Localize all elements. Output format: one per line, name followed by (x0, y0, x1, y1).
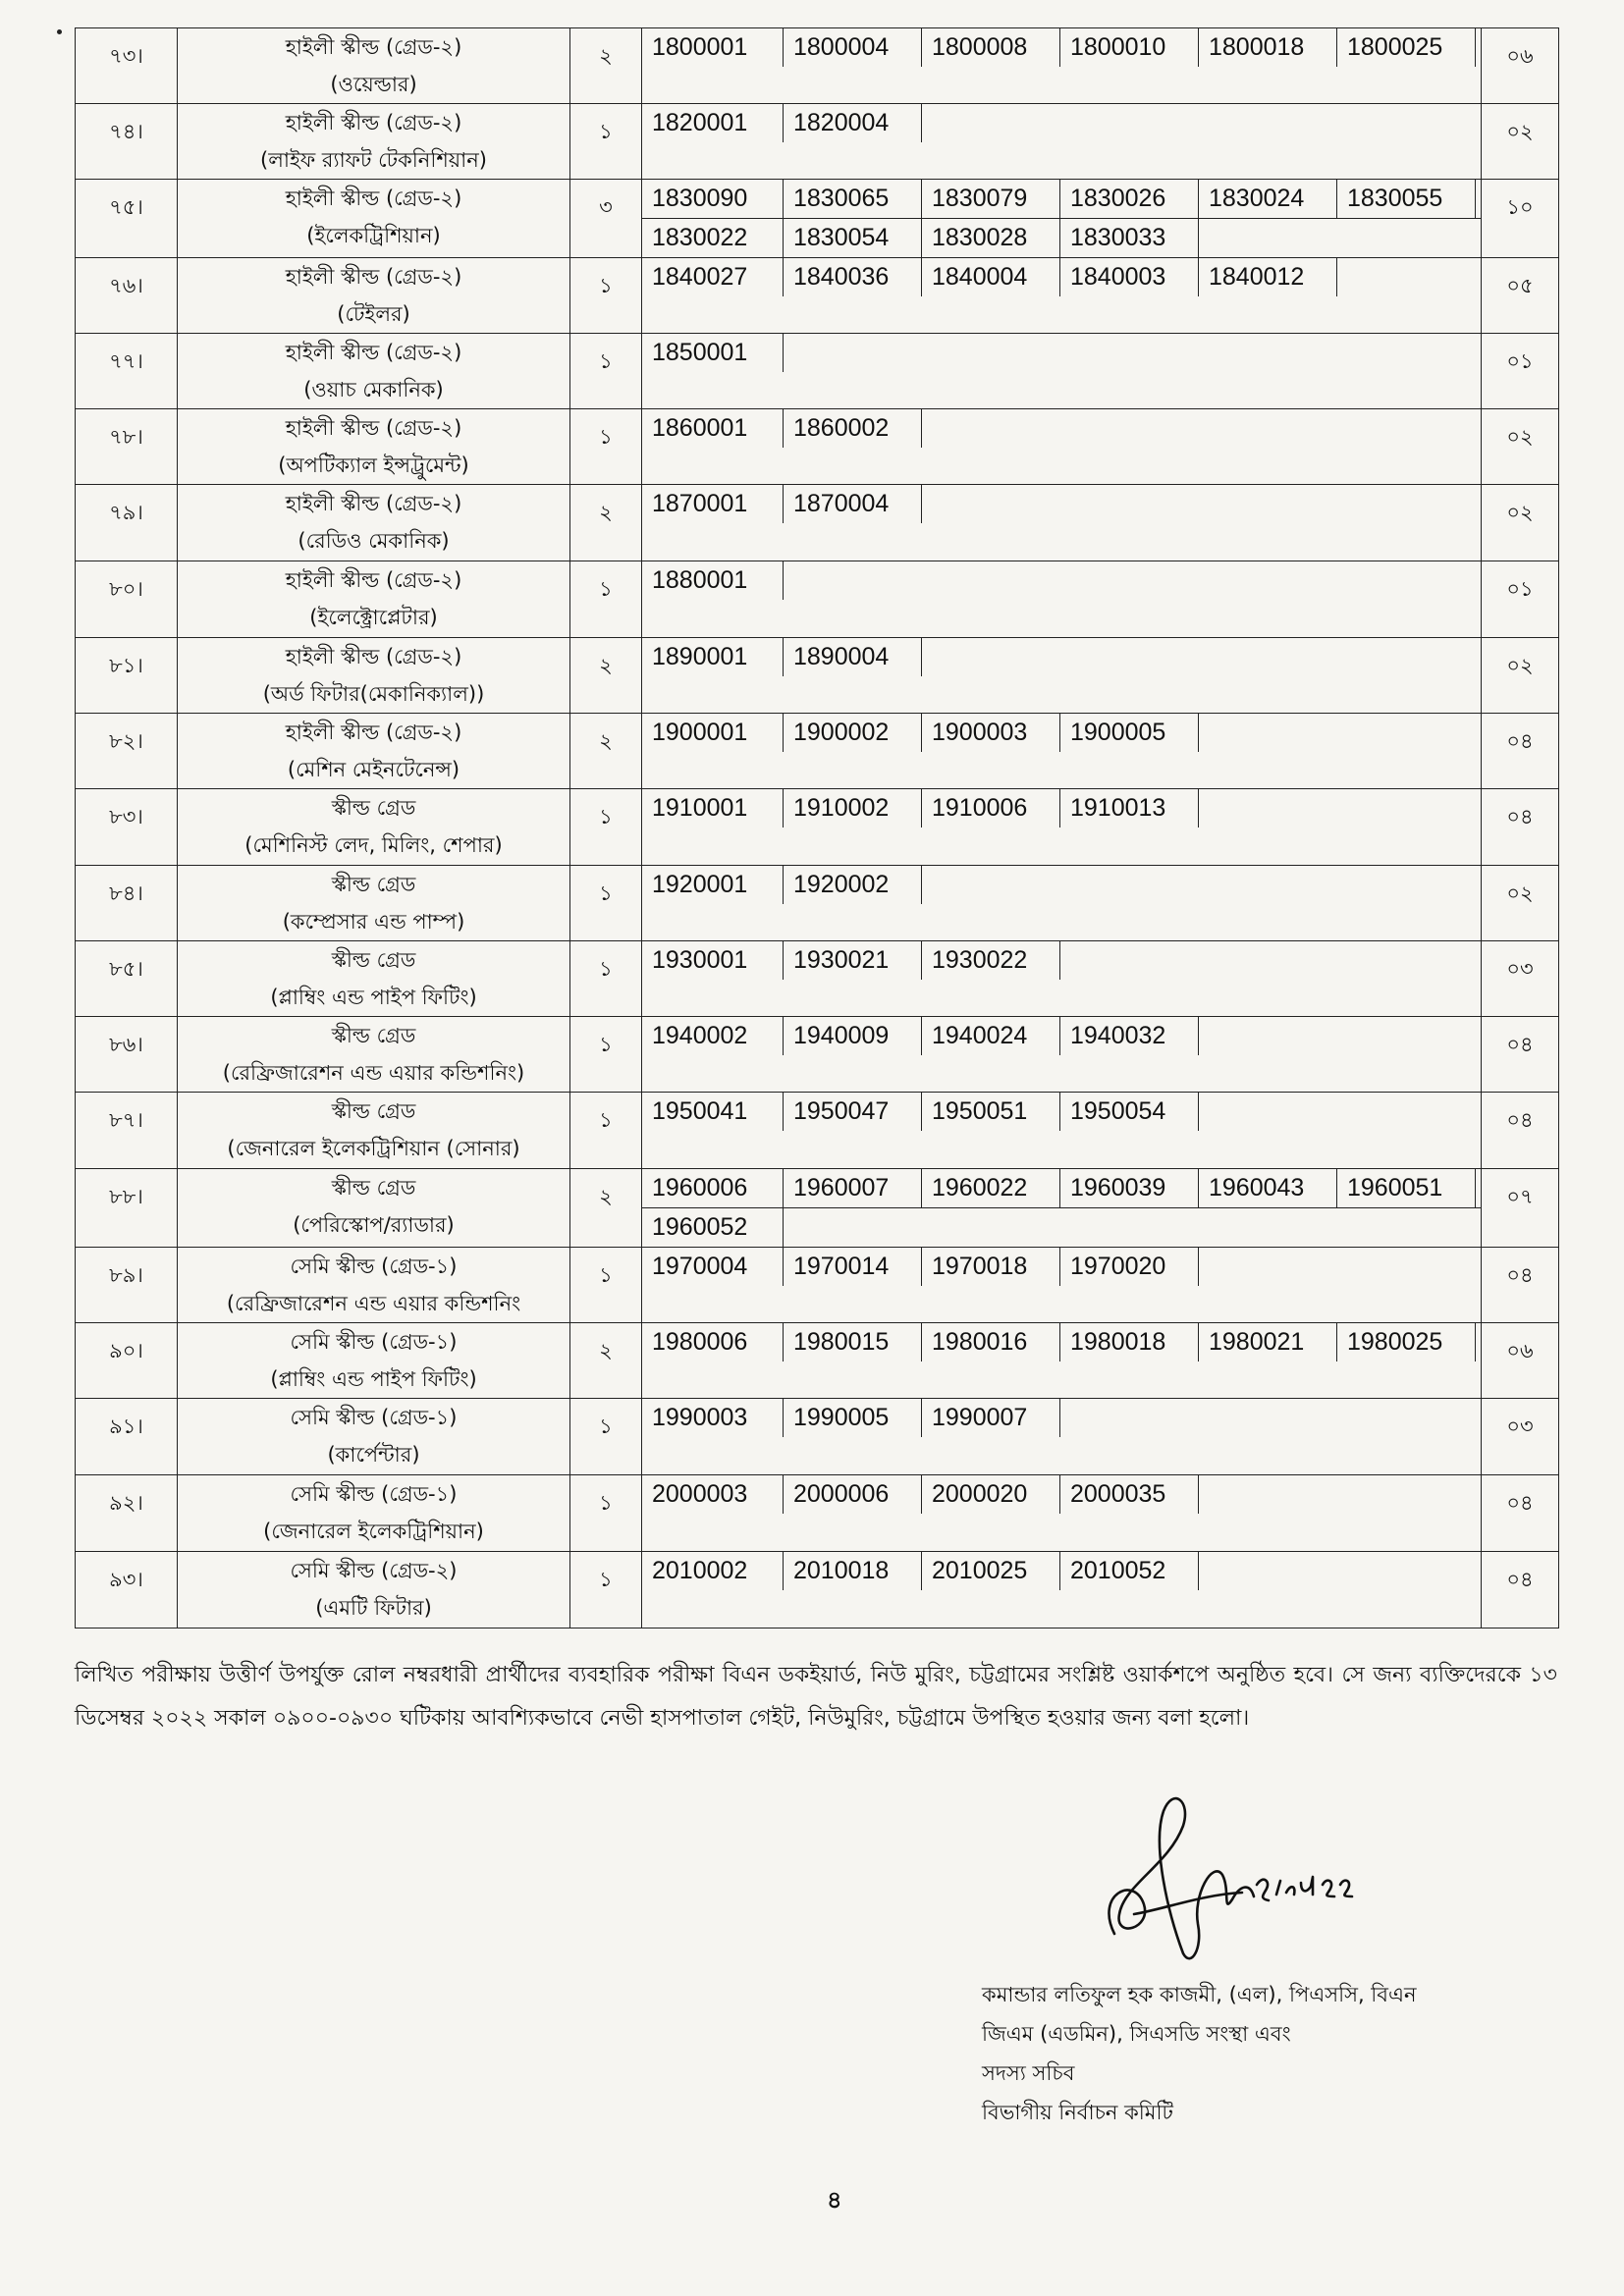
serial-cell: ৮৯। (76, 1248, 178, 1323)
total-cell: ০২ (1482, 485, 1559, 561)
post-trade: (টেইলর) (337, 302, 410, 326)
total-cell: ০১ (1482, 561, 1559, 638)
table-row (76, 334, 1559, 409)
post-trade: (জেনারেল ইলেকট্রিশিয়ান (সোনার) (227, 1137, 520, 1160)
post-trade: (ইলেকট্রিশিয়ান) (306, 224, 441, 247)
roll-numbers-cell (642, 714, 1482, 789)
roll-line (642, 1169, 1481, 1207)
roll-number: 1990005 (784, 1399, 922, 1437)
total-cell: ১০ (1482, 180, 1559, 258)
seat-count-cell: ৩ (570, 180, 642, 258)
post-grade: সেমি স্কীল্ড (গ্রেড-১) (290, 1330, 458, 1354)
roll-number: 1960039 (1060, 1169, 1199, 1207)
roll-number: 2010018 (784, 1552, 922, 1590)
roll-number: 1970014 (784, 1248, 922, 1286)
roll-number: 1800001 (642, 28, 784, 67)
roll-number: 1840012 (1199, 258, 1337, 296)
serial-cell: ৮৮। (76, 1169, 178, 1248)
total-cell: ০৪ (1482, 789, 1559, 866)
roll-line (642, 1248, 1481, 1286)
seat-count-cell: ১ (570, 1093, 642, 1169)
roll-numbers-cell (642, 1323, 1482, 1399)
roll-number: 1800004 (784, 28, 922, 67)
roll-number: 1840036 (784, 258, 922, 296)
post-trade: (অপটিক্যাল ইন্সট্রুমেন্ট) (278, 454, 469, 477)
seat-count-cell: ২ (570, 1323, 642, 1399)
post-grade: সেমি স্কীল্ড (গ্রেড-১) (290, 1406, 458, 1429)
post-trade: (ওয়াচ মেকানিক) (303, 378, 444, 401)
post-trade: (রেফ্রিজারেশন এন্ড এয়ার কন্ডিশনিং) (222, 1061, 525, 1085)
roll-number: 1800008 (922, 28, 1060, 67)
total-cell: ০৫ (1482, 258, 1559, 334)
roll-number: 1850001 (642, 334, 784, 372)
table-row (76, 1093, 1559, 1169)
table-row (76, 180, 1559, 258)
roll-line (642, 789, 1481, 828)
roll-number: 1900005 (1060, 714, 1199, 752)
roll-number: 1930001 (642, 941, 784, 980)
roll-number: 1830028 (922, 219, 1060, 257)
total-cell: ০৪ (1482, 1552, 1559, 1629)
roll-number: 1830055 (1337, 180, 1476, 218)
roll-numbers-cell (642, 485, 1482, 561)
roll-line (642, 941, 1481, 980)
serial-cell: ৭৪। (76, 104, 178, 180)
serial-cell: ৭৯। (76, 485, 178, 561)
page-number: ৪ (827, 2187, 842, 2214)
roll-number: 1960007 (784, 1169, 922, 1207)
roll-line (642, 180, 1481, 218)
serial-cell: ৮৫। (76, 941, 178, 1017)
post-trade: (পেরিস্কোপ/র‍্যাডার) (293, 1213, 455, 1237)
roll-number: 1830024 (1199, 180, 1337, 218)
post-grade: হাইলী স্কীল্ড (গ্রেড-২) (285, 187, 462, 210)
seat-count-cell: ২ (570, 1169, 642, 1248)
roll-number: 1830090 (642, 180, 784, 218)
roll-numbers-cell (642, 1475, 1482, 1552)
roll-number: 1950054 (1060, 1093, 1199, 1131)
roll-number: 1920001 (642, 866, 784, 904)
total-cell: ০২ (1482, 638, 1559, 714)
roll-numbers-cell (642, 1169, 1482, 1248)
roll-number: 1900002 (784, 714, 922, 752)
post-trade: (কম্প্রেসার এন্ড পাম্প) (282, 910, 465, 934)
exam-notice: লিখিত পরীক্ষায় উত্তীর্ণ উপর্যুক্ত রোল নম্বরধারী প্রার্থীদের ব্যবহারিক পরীক্ষা বিএন ডকইয়ার্ড, নিউ মুরিং, চট্টগ্রামের সংশ্লিষ্ট ওয়ার্কশপে অনুষ্ঠিত হবে। সে জন্য ব্যক্তিদেরকে ১৩ ডিসেম্বর ২০২২ সকাল ০৯০০-০৯৩০ ঘটিকায় আবশ্যিকভাবে নেভী হাসপাতাল গেইট, নিউমুরিং, চট্টগ্রামে উপস্থিত হওয়ার জন্য বলা হলো। (75, 1663, 1557, 1731)
post-trade: (রেফ্রিজারেশন এন্ড এয়ার কন্ডিশনিং (226, 1292, 521, 1315)
signatory-name: কমান্ডার লতিফুল হক কাজমী, (এল), পিএসসি, বিএন (982, 1983, 1417, 2006)
roll-numbers-cell (642, 1093, 1482, 1169)
serial-cell: ৮২। (76, 714, 178, 789)
post-grade: হাইলী স্কীল্ড (গ্রেড-২) (285, 568, 462, 592)
seat-count-cell: ১ (570, 561, 642, 638)
table-row (76, 714, 1559, 789)
roll-numbers-cell (642, 104, 1482, 180)
table-row (76, 561, 1559, 638)
handwritten-signature (1075, 1752, 1370, 1982)
roll-number: 1830065 (784, 180, 922, 218)
roll-number: 1900003 (922, 714, 1060, 752)
signature-date: ১০।১২।২২ (1075, 1752, 1148, 1771)
post-cell (178, 1093, 570, 1169)
roll-number: 2010002 (642, 1552, 784, 1590)
seat-count-cell: ২ (570, 485, 642, 561)
roll-numbers-cell (642, 561, 1482, 638)
roll-line (642, 334, 1481, 372)
signatory-role: সদস্য সচিব (982, 2061, 1075, 2085)
post-grade: হাইলী স্কীল্ড (গ্রেড-২) (285, 265, 462, 289)
roll-numbers-cell (642, 258, 1482, 334)
post-cell (178, 1475, 570, 1552)
post-trade: (প্লাম্বিং এন্ড পাইপ ফিটিং) (270, 986, 477, 1009)
roll-number: 1830079 (922, 180, 1060, 218)
roll-line (642, 485, 1481, 523)
table-row (76, 485, 1559, 561)
roll-line (642, 866, 1481, 904)
table-row (76, 638, 1559, 714)
serial-cell: ৭৫। (76, 180, 178, 258)
post-grade: স্কীল্ড গ্রেড (331, 1099, 416, 1123)
roll-number: 1900001 (642, 714, 784, 752)
total-cell: ০৪ (1482, 1475, 1559, 1552)
post-trade: (লাইফ র‍্যাফট টেকনিশিয়ান) (260, 148, 487, 172)
post-cell (178, 1552, 570, 1629)
signatory-committee: বিভাগীয় নির্বাচন কমিটি (982, 2101, 1173, 2124)
post-trade: (কার্পেন্টার) (327, 1443, 420, 1467)
total-cell: ০৩ (1482, 1399, 1559, 1475)
roll-number: 1950041 (642, 1093, 784, 1131)
total-cell: ০২ (1482, 409, 1559, 485)
serial-cell: ৮৭। (76, 1093, 178, 1169)
roll-number: 1860001 (642, 409, 784, 448)
seat-count-cell: ১ (570, 789, 642, 866)
post-cell (178, 180, 570, 258)
roll-number: 1920002 (784, 866, 922, 904)
post-grade: সেমি স্কীল্ড (গ্রেড-১) (290, 1255, 458, 1278)
roll-line (642, 638, 1481, 676)
roll-number: 1940009 (784, 1017, 922, 1055)
roll-number: 1820001 (642, 104, 784, 142)
serial-cell: ৮১। (76, 638, 178, 714)
post-cell (178, 334, 570, 409)
roll-number: 1980016 (922, 1323, 1060, 1362)
roll-number: 1910006 (922, 789, 1060, 828)
seat-count-cell: ১ (570, 941, 642, 1017)
total-cell: ০৩ (1482, 941, 1559, 1017)
total-cell: ০২ (1482, 104, 1559, 180)
roll-number: 1800010 (1060, 28, 1199, 67)
signatory-block (982, 1975, 1417, 2132)
post-cell (178, 866, 570, 941)
roll-numbers-cell (642, 866, 1482, 941)
post-grade: হাইলী স্কীল্ড (গ্রেড-২) (285, 492, 462, 515)
roll-number: 1860002 (784, 409, 922, 448)
post-cell (178, 1248, 570, 1323)
roll-number: 1800018 (1199, 28, 1337, 67)
serial-cell: ৯২। (76, 1475, 178, 1552)
roll-number: 1960052 (642, 1208, 784, 1247)
roll-numbers-cell (642, 789, 1482, 866)
roll-number: 1830033 (1060, 219, 1199, 257)
roll-number: 1830022 (642, 219, 784, 257)
post-trade: (রেডিও মেকানিক) (298, 529, 450, 553)
roll-number: 2000006 (784, 1475, 922, 1514)
roll-line (642, 1475, 1481, 1514)
total-cell: ০১ (1482, 334, 1559, 409)
roll-number: 1950047 (784, 1093, 922, 1131)
roll-number: 1960043 (1199, 1169, 1337, 1207)
serial-cell: ৮০। (76, 561, 178, 638)
roll-number: 1970004 (642, 1248, 784, 1286)
roll-number: 1980021 (1199, 1323, 1337, 1362)
serial-cell: ৭৬। (76, 258, 178, 334)
roll-number: 1960051 (1337, 1169, 1476, 1207)
roll-numbers-cell (642, 941, 1482, 1017)
seat-count-cell: ১ (570, 1248, 642, 1323)
roll-number: 2000003 (642, 1475, 784, 1514)
total-cell: ০৭ (1482, 1169, 1559, 1248)
roll-line (642, 1093, 1481, 1131)
seat-count-cell: ১ (570, 1475, 642, 1552)
post-trade: (ইলেক্ট্রোপ্লেটার) (309, 606, 438, 629)
seat-count-cell: ১ (570, 1552, 642, 1629)
table-row (76, 104, 1559, 180)
roll-number: 1890004 (784, 638, 922, 676)
post-cell (178, 1323, 570, 1399)
post-grade: স্কীল্ড গ্রেড (331, 796, 416, 820)
roll-number: 1910002 (784, 789, 922, 828)
total-cell: ০৪ (1482, 1093, 1559, 1169)
roll-line (642, 1399, 1481, 1437)
margin-dot (57, 29, 62, 34)
post-cell (178, 409, 570, 485)
serial-cell: ৮৩। (76, 789, 178, 866)
seat-count-cell: ১ (570, 104, 642, 180)
seat-count-cell: ২ (570, 28, 642, 104)
serial-cell: ৯০। (76, 1323, 178, 1399)
post-cell (178, 561, 570, 638)
table-row (76, 1169, 1559, 1248)
roll-line (642, 1207, 1481, 1247)
roll-number: 1930022 (922, 941, 1060, 980)
table-row (76, 1017, 1559, 1093)
seat-count-cell: ১ (570, 1399, 642, 1475)
seat-count-cell: ১ (570, 409, 642, 485)
roll-number: 1840027 (642, 258, 784, 296)
table-row (76, 941, 1559, 1017)
table-row (76, 409, 1559, 485)
roll-number: 1980015 (784, 1323, 922, 1362)
serial-cell: ৭৩। (76, 28, 178, 104)
post-cell (178, 789, 570, 866)
seat-count-cell: ১ (570, 866, 642, 941)
roll-number: 1940032 (1060, 1017, 1199, 1055)
total-cell: ০৪ (1482, 714, 1559, 789)
post-grade: হাইলী স্কীল্ড (গ্রেড-২) (285, 35, 462, 59)
total-cell: ০৪ (1482, 1248, 1559, 1323)
roll-number: 1990003 (642, 1399, 784, 1437)
table-row (76, 1248, 1559, 1323)
roll-numbers-cell (642, 1552, 1482, 1629)
roll-number: 1870001 (642, 485, 784, 523)
post-grade: স্কীল্ড গ্রেড (331, 1024, 416, 1047)
roll-numbers-cell (642, 1399, 1482, 1475)
serial-cell: ৭৭। (76, 334, 178, 409)
result-table (75, 27, 1559, 1629)
post-grade: সেমি স্কীল্ড (গ্রেড-২) (290, 1559, 458, 1582)
post-grade: হাইলী স্কীল্ড (গ্রেড-২) (285, 721, 462, 744)
serial-cell: ৮৪। (76, 866, 178, 941)
post-cell (178, 485, 570, 561)
table-row (76, 1399, 1559, 1475)
roll-number: 1960006 (642, 1169, 784, 1207)
roll-number: 2010025 (922, 1552, 1060, 1590)
post-cell (178, 258, 570, 334)
roll-line (642, 28, 1481, 67)
roll-number: 1930021 (784, 941, 922, 980)
post-trade: (ওয়েল্ডার) (330, 73, 417, 96)
serial-cell: ৭৮। (76, 409, 178, 485)
roll-line (642, 104, 1481, 142)
post-cell (178, 104, 570, 180)
roll-number: 1870004 (784, 485, 922, 523)
roll-number: 1990007 (922, 1399, 1060, 1437)
post-cell (178, 638, 570, 714)
post-grade: সেমি স্কীল্ড (গ্রেড-১) (290, 1482, 458, 1506)
post-grade: হাইলী স্কীল্ড (গ্রেড-২) (285, 645, 462, 668)
serial-cell: ৯৩। (76, 1552, 178, 1629)
table-row (76, 1323, 1559, 1399)
seat-count-cell: ১ (570, 1017, 642, 1093)
roll-numbers-cell (642, 1017, 1482, 1093)
post-cell (178, 941, 570, 1017)
post-cell (178, 28, 570, 104)
roll-number: 1960022 (922, 1169, 1060, 1207)
roll-number: 1820004 (784, 104, 922, 142)
table-row (76, 866, 1559, 941)
post-cell (178, 1169, 570, 1248)
roll-numbers-cell (642, 334, 1482, 409)
roll-line (642, 1323, 1481, 1362)
seat-count-cell: ১ (570, 258, 642, 334)
roll-number: 1880001 (642, 561, 784, 600)
table-row (76, 28, 1559, 104)
signatory-designation: জিএম (এডমিন), সিএসডি সংস্থা এবং (982, 2022, 1291, 2046)
post-grade: হাইলী স্কীল্ড (গ্রেড-২) (285, 111, 462, 134)
roll-numbers-cell (642, 409, 1482, 485)
seat-count-cell: ২ (570, 638, 642, 714)
post-trade: (মেশিন মেইনটেনেন্স) (287, 758, 460, 781)
roll-number: 1970020 (1060, 1248, 1199, 1286)
roll-number: 1950051 (922, 1093, 1060, 1131)
post-grade: স্কীল্ড গ্রেড (331, 1176, 416, 1200)
roll-number: 1840003 (1060, 258, 1199, 296)
roll-line (642, 561, 1481, 600)
post-cell (178, 1017, 570, 1093)
table-row (76, 258, 1559, 334)
roll-number: 1840004 (922, 258, 1060, 296)
roll-numbers-cell (642, 1248, 1482, 1323)
post-cell (178, 1399, 570, 1475)
roll-number: 1910013 (1060, 789, 1199, 828)
roll-numbers-cell (642, 28, 1482, 104)
roll-number: 1980006 (642, 1323, 784, 1362)
roll-number: 1980018 (1060, 1323, 1199, 1362)
roll-line (642, 409, 1481, 448)
serial-cell: ৯১। (76, 1399, 178, 1475)
post-cell (178, 714, 570, 789)
roll-number: 1830054 (784, 219, 922, 257)
seat-count-cell: ১ (570, 334, 642, 409)
roll-number: 1830026 (1060, 180, 1199, 218)
post-trade: (এমটি ফিটার) (315, 1596, 432, 1620)
total-cell: ০৪ (1482, 1017, 1559, 1093)
post-grade: হাইলী স্কীল্ড (গ্রেড-২) (285, 341, 462, 364)
roll-number: 2000020 (922, 1475, 1060, 1514)
roll-line (642, 1552, 1481, 1590)
roll-number: 1940024 (922, 1017, 1060, 1055)
roll-numbers-cell (642, 638, 1482, 714)
roll-number: 1940002 (642, 1017, 784, 1055)
total-cell: ০৬ (1482, 28, 1559, 104)
seat-count-cell: ২ (570, 714, 642, 789)
roll-line (642, 714, 1481, 752)
result-table-body (76, 28, 1559, 1629)
post-trade: (প্লাম্বিং এন্ড পাইপ ফিটিং) (270, 1367, 477, 1391)
roll-number: 1890001 (642, 638, 784, 676)
post-grade: হাইলী স্কীল্ড (গ্রেড-২) (285, 416, 462, 440)
total-cell: ০২ (1482, 866, 1559, 941)
post-grade: স্কীল্ড গ্রেড (331, 873, 416, 896)
roll-number: 2000035 (1060, 1475, 1199, 1514)
roll-numbers-cell (642, 180, 1482, 258)
roll-number: 1910001 (642, 789, 784, 828)
roll-line (642, 218, 1481, 257)
post-trade: (মেশিনিস্ট লেদ, মিলিং, শেপার) (244, 833, 503, 857)
post-grade: স্কীল্ড গ্রেড (331, 948, 416, 972)
serial-cell: ৮৬। (76, 1017, 178, 1093)
roll-line (642, 1017, 1481, 1055)
total-cell: ০৬ (1482, 1323, 1559, 1399)
post-trade: (অর্ড ফিটার(মেকানিক্যাল)) (262, 682, 485, 706)
table-row (76, 1475, 1559, 1552)
table-row (76, 1552, 1559, 1629)
roll-number: 1800025 (1337, 28, 1476, 67)
post-trade: (জেনারেল ইলেকট্রিশিয়ান) (263, 1520, 484, 1543)
roll-number: 1970018 (922, 1248, 1060, 1286)
roll-number: 1980025 (1337, 1323, 1476, 1362)
roll-line (642, 258, 1481, 296)
roll-number: 2010052 (1060, 1552, 1199, 1590)
table-row (76, 789, 1559, 866)
